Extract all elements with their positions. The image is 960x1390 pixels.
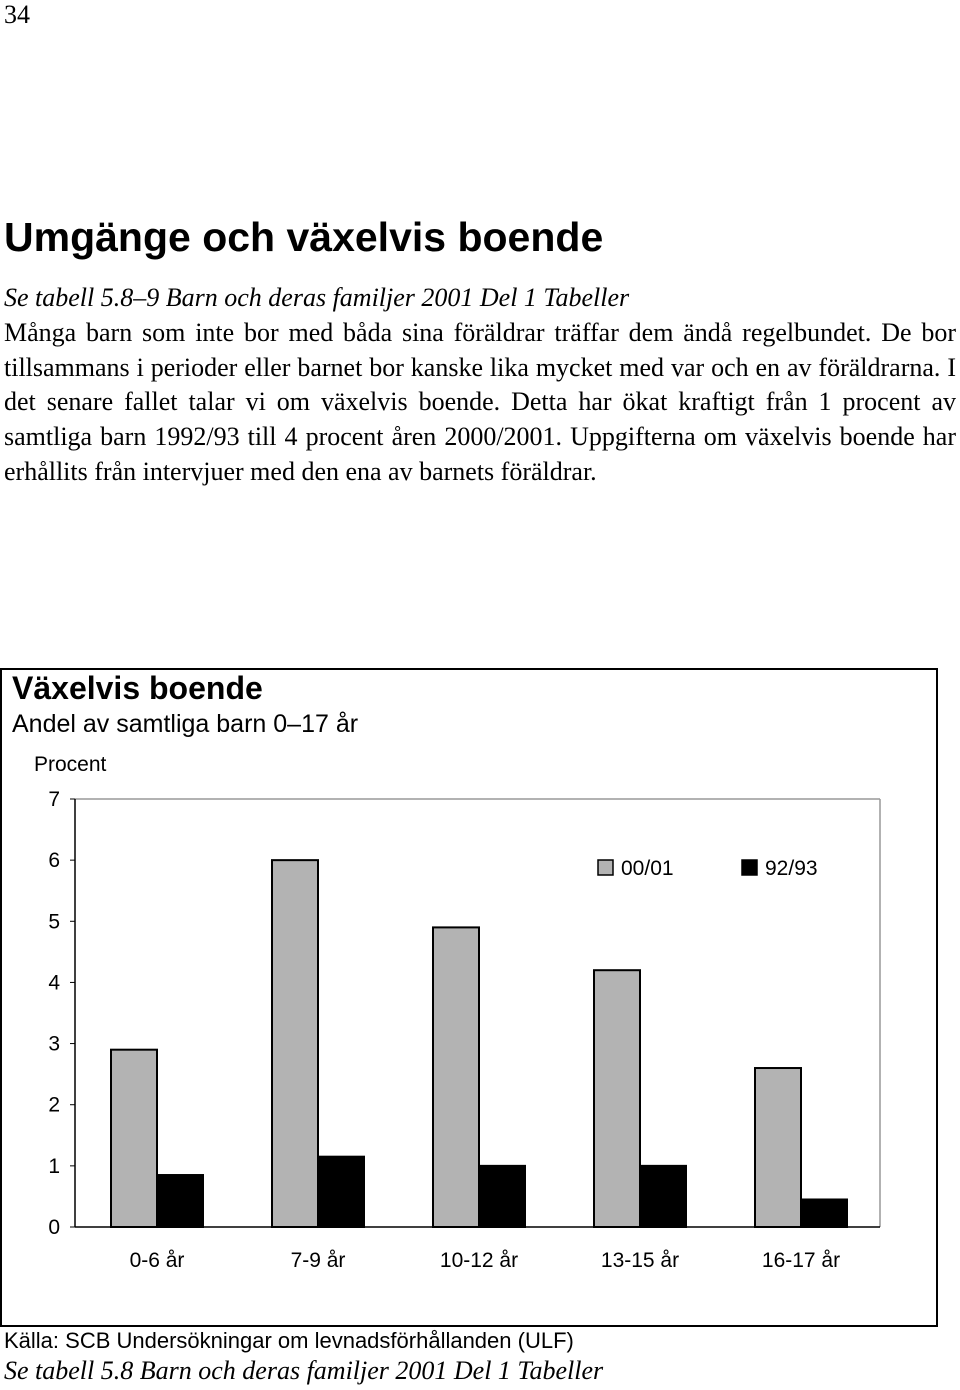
legend-label: 92/93	[765, 857, 818, 880]
y-tick-label: 3	[48, 1032, 60, 1056]
x-tick-label: 10-12 år	[439, 1249, 519, 1272]
figure-title: Växelvis boende	[12, 670, 263, 706]
y-tick-label: 2	[48, 1093, 60, 1117]
section-heading: Umgänge och växelvis boende	[4, 214, 604, 260]
y-tick-label: 1	[48, 1154, 60, 1178]
footer-reference: Se tabell 5.8 Barn och deras familjer 2001 Del 1 Tabeller	[4, 1356, 604, 1385]
bar-series-2	[801, 1199, 847, 1227]
figure-subtitle: Andel av samtliga barn 0–17 år	[12, 710, 359, 738]
y-tick-label: 4	[48, 971, 60, 995]
bar-chart	[0, 740, 960, 1330]
y-tick-label: 0	[48, 1216, 60, 1239]
bar-series-2	[479, 1166, 525, 1227]
y-tick-label: 5	[48, 910, 60, 934]
x-tick-label: 16-17 år	[761, 1249, 841, 1272]
bar-series-1	[272, 860, 318, 1227]
legend-swatch	[742, 860, 757, 875]
y-tick-label: 6	[48, 849, 60, 873]
bar-series-1	[594, 970, 640, 1227]
legend-label: 00/01	[621, 857, 674, 880]
bar-series-1	[111, 1050, 157, 1227]
bar-series-1	[755, 1068, 801, 1227]
x-tick-label: 7-9 år	[290, 1249, 346, 1272]
figure-source: Källa: SCB Undersökningar om levnadsförhållanden (ULF)	[4, 1328, 574, 1353]
y-tick-label: 7	[48, 788, 60, 811]
page-number: 34	[4, 0, 30, 29]
y-axis-label: Procent	[34, 753, 107, 776]
legend-swatch	[598, 860, 613, 875]
bar-series-2	[318, 1157, 364, 1227]
table-reference: Se tabell 5.8–9 Barn och deras familjer 2001 Del 1 Tabeller	[4, 283, 630, 312]
bar-series-1	[433, 927, 479, 1227]
bar-series-2	[157, 1175, 203, 1227]
body-paragraph: Många barn som inte bor med båda sina föräldrar träffar dem ändå regelbundet. De bor tillsammans i perioder eller barnet bor kanske lika mycket med var och en av föräldrarna. I det senare fallet talar vi om växelvis boende. Detta har ökat kraftigt från 1 procent av samtliga barn 1992/93 till 4 procent åren 2000/2001. Uppgifterna om växelvis boende har erhållits från intervjuer med den ena av barnets föräldrar.	[4, 318, 956, 486]
x-tick-label: 0-6 år	[129, 1249, 185, 1272]
bar-series-2	[640, 1166, 686, 1227]
x-tick-label: 13-15 år	[600, 1249, 680, 1272]
